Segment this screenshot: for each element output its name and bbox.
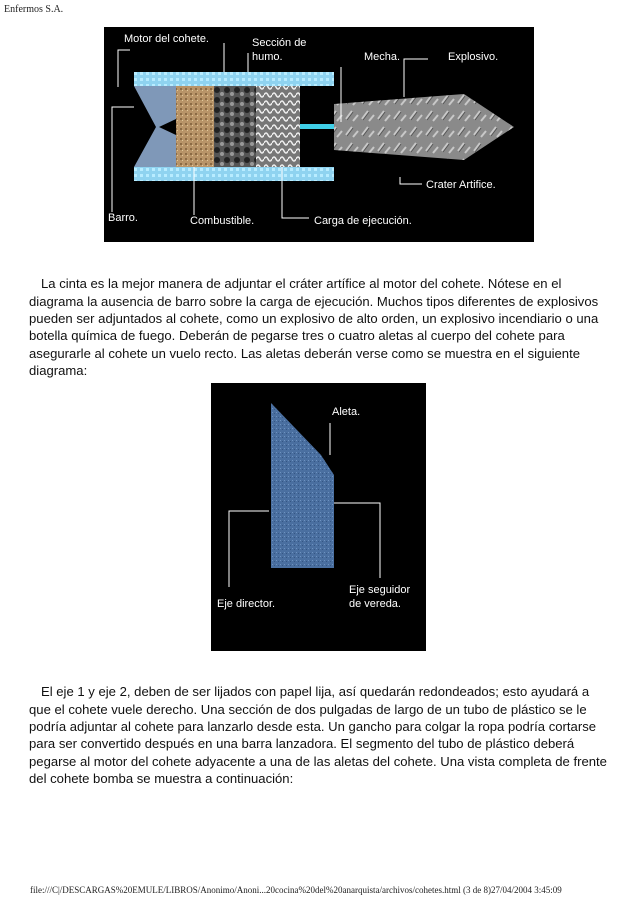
fuel-block bbox=[176, 86, 214, 167]
tube-top bbox=[134, 72, 334, 86]
label-eje-director: Eje director. bbox=[217, 598, 276, 610]
label-carga: Carga de ejecución. bbox=[314, 215, 412, 227]
label-crater: Crater Artifice. bbox=[426, 179, 496, 191]
label-seccion-1: Sección de bbox=[252, 37, 307, 49]
rocket-diagram bbox=[104, 27, 534, 242]
fin-shape bbox=[271, 403, 334, 568]
label-eje-seguidor-1: Eje seguidor bbox=[349, 584, 411, 596]
label-seccion-2: humo. bbox=[252, 51, 283, 63]
label-barro: Barro. bbox=[108, 212, 138, 224]
page-footer-url: file:///C|/DESCARGAS%20EMULE/LIBROS/Anonimo/Anoni...20cocina%20del%20anarquista/archivos/cohetes.html (3 de 8)27/04/2004 3:45:09 bbox=[30, 885, 562, 895]
label-combustible: Combustible. bbox=[190, 215, 255, 227]
paragraph-2: El eje 1 y eje 2, deben de ser lijados con papel lija, así quedarán redondeados; esto ayudará a que el cohete vuele derecho. Una sección de dos pulgadas de largo de un tubo de plástico se le podría adjuntar al cohete para lanzarlo desde esta. Un gancho para colgar la ropa podría cortarse para ser convertido después en una barra lanzadora. El segmento del tubo de plástico deberá pegarse al motor del cohete adyacente a una de las aletas del cohete. Una vista completa de frente del cohete bomba se muestra a continuación: bbox=[29, 684, 607, 787]
ejection-charge bbox=[256, 86, 300, 167]
explosive-shape bbox=[334, 94, 514, 160]
label-aleta: Aleta. bbox=[332, 406, 361, 418]
label-motor: Motor del cohete. bbox=[124, 33, 209, 45]
label-explosivo: Explosivo. bbox=[448, 51, 499, 63]
clay-nozzle bbox=[134, 86, 176, 167]
fin-diagram bbox=[211, 383, 426, 651]
smoke-section bbox=[214, 86, 256, 167]
tube-bottom bbox=[134, 167, 334, 181]
paragraph-1: La cinta es la mejor manera de adjuntar el cráter artífice al motor del cohete. Nótese en el diagrama la ausencia de barro sobre la carga de ejecución. Muchos tipos diferentes de explosivos pueden ser adjuntados al cohete, como un explosivo de alto orden, un explosivo incendiario o una botella química de fuego. Deberán de pegarse tres o cuatro aletas al cuerpo del cohete para asegurarle al cohete un vuelo recto. Las aletas deberán verse como se muestra en el siguiente diagrama: bbox=[29, 276, 599, 379]
label-eje-seguidor-2: de vereda. bbox=[349, 598, 401, 610]
label-mecha: Mecha. bbox=[364, 51, 401, 63]
page-header: Enfermos S.A. bbox=[4, 4, 64, 15]
